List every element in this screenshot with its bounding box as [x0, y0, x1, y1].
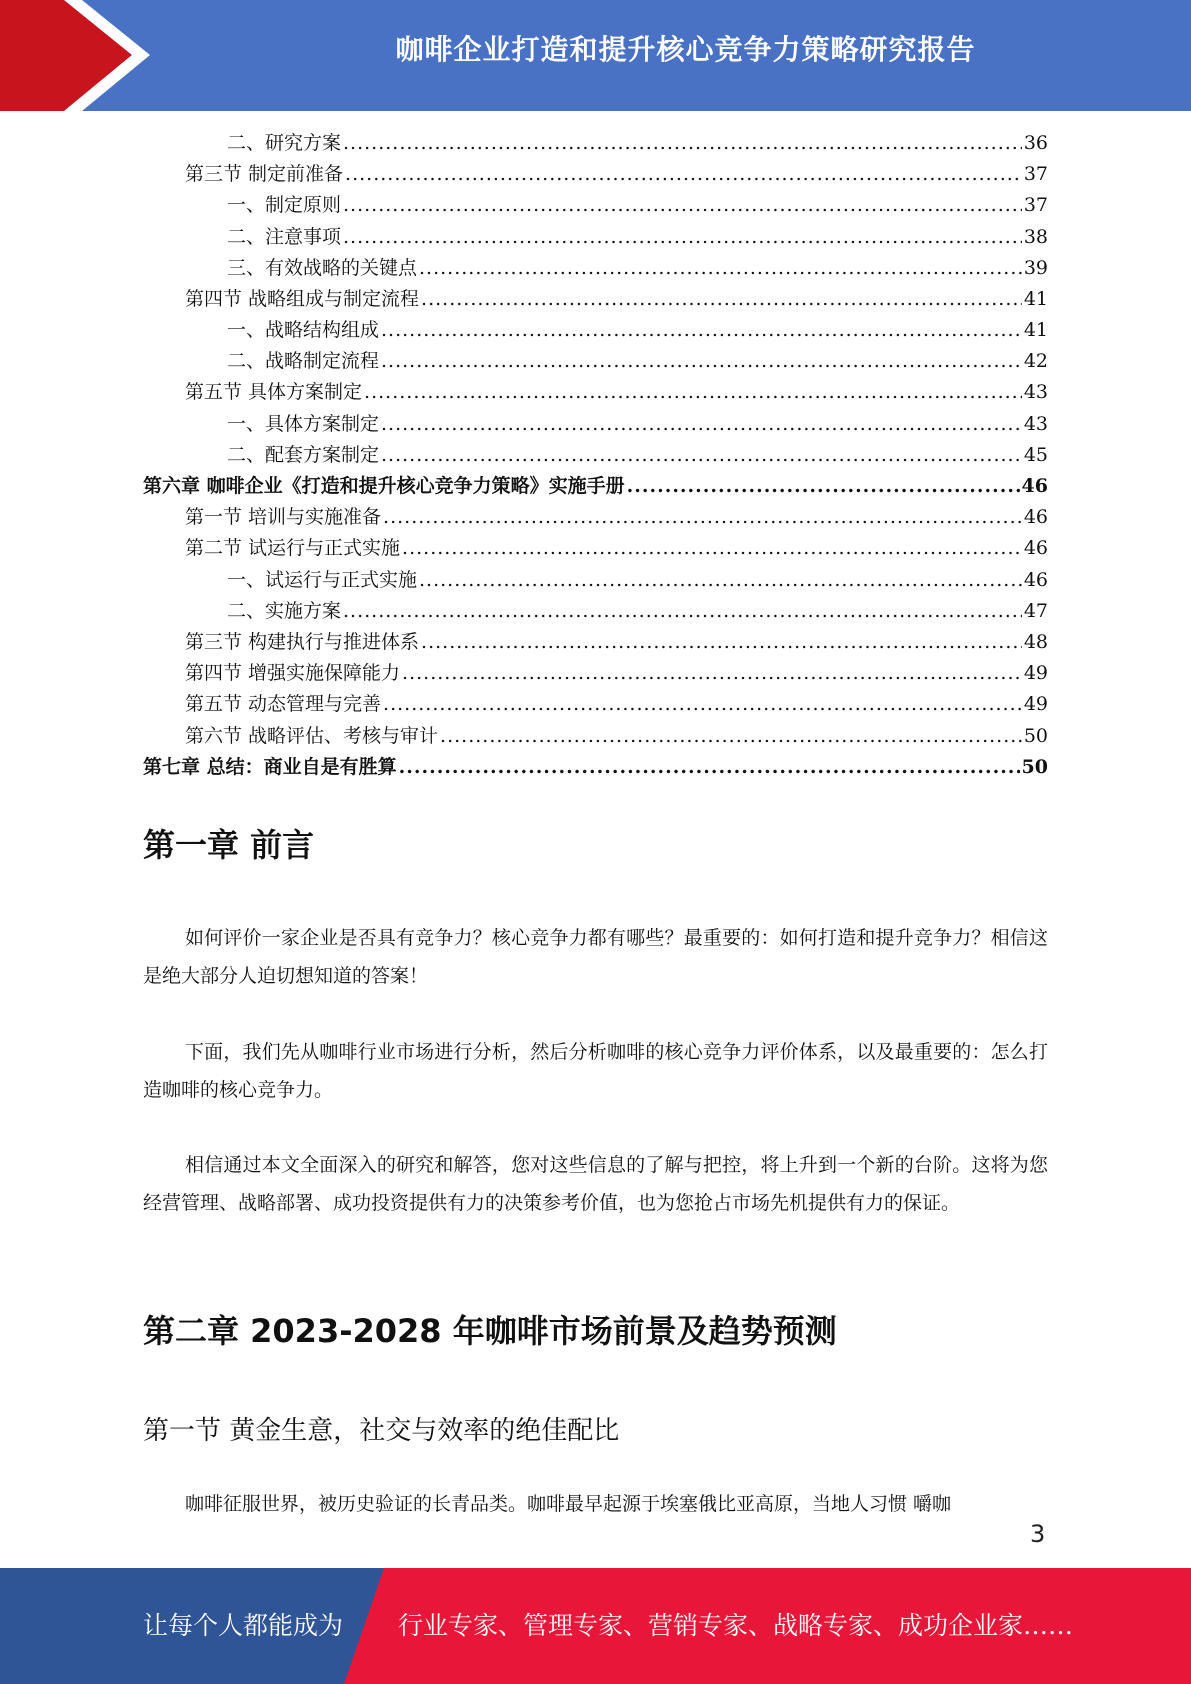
- toc-entry[interactable]: [143, 378, 1048, 409]
- footer-slogan-left: 让每个人都能成为: [143, 1611, 344, 1640]
- toc-entry-page-number: 37: [1023, 194, 1048, 217]
- page-number: 3: [1030, 1520, 1046, 1548]
- toc-entry-label: 二、实施方案: [227, 599, 342, 622]
- toc-entry-page-number: 46: [1023, 568, 1048, 591]
- toc-dot-leader: [381, 440, 1022, 471]
- toc-dot-leader: [383, 502, 1022, 533]
- toc-dot-leader: [421, 627, 1022, 658]
- footer-slogan-right: 行业专家、管理专家、营销专家、战略专家、成功企业家……: [398, 1611, 1074, 1640]
- toc-entry-label: 第三节 构建执行与推进体系: [185, 630, 420, 653]
- table-of-contents: [143, 128, 1048, 783]
- section1-heading: 第一节 黄金生意，社交与效率的绝佳配比: [143, 1416, 620, 1446]
- toc-entry-label: 第五节 具体方案制定: [185, 381, 363, 404]
- toc-entry-label: 第五节 动态管理与完善: [185, 693, 382, 716]
- toc-entry-label: 一、具体方案制定: [227, 412, 380, 435]
- toc-entry-page-number: 50: [1021, 755, 1048, 778]
- toc-entry-page-number: 43: [1023, 381, 1048, 404]
- toc-entry-page-number: 41: [1023, 319, 1048, 342]
- toc-entry-label: 第三节 制定前准备: [185, 163, 344, 186]
- toc-entry-label: 二、研究方案: [227, 131, 342, 154]
- toc-entry-page-number: 38: [1023, 225, 1048, 248]
- chapter1-paragraph-3: 相信通过本文全面深入的研究和解答，您对这些信息的了解与把控，将上升到一个新的台阶。这将为您经营管理、战略部署、成功投资提供有力的决策参考价值，也为您抢占市场先机提供有力的保证。: [143, 1154, 1048, 1214]
- toc-entry-label: 二、注意事项: [227, 225, 342, 248]
- header-band: [0, 0, 1191, 111]
- footer-band: [0, 1568, 1191, 1684]
- toc-entry[interactable]: [143, 128, 1048, 159]
- toc-entry-page-number: 50: [1023, 724, 1048, 747]
- toc-entry[interactable]: [143, 721, 1048, 752]
- toc-entry-page-number: 45: [1023, 443, 1048, 466]
- toc-entry-page-number: 49: [1023, 693, 1048, 716]
- chapter1-paragraph-2: 下面，我们先从咖啡行业市场进行分析，然后分析咖啡的核心竞争力评价体系，以及最重要的：怎么打造咖啡的核心竞争力。: [143, 1041, 1048, 1101]
- toc-entry-label: 二、配套方案制定: [227, 443, 380, 466]
- toc-entry-page-number: 47: [1023, 599, 1048, 622]
- toc-entry[interactable]: [143, 596, 1048, 627]
- toc-entry-label: 三、有效战略的关键点: [227, 256, 418, 279]
- chapter2-heading: 第二章 2023-2028 年咖啡市场前景及趋势预测: [143, 1312, 837, 1350]
- toc-entry-label: 第七章 总结：商业自是有胜算: [143, 755, 397, 778]
- toc-dot-leader: [399, 752, 1020, 783]
- toc-entry-page-number: 41: [1023, 287, 1048, 310]
- toc-entry[interactable]: [143, 284, 1048, 315]
- toc-dot-leader: [421, 284, 1022, 315]
- toc-entry-page-number: 43: [1023, 412, 1048, 435]
- toc-entry-page-number: 49: [1023, 662, 1048, 685]
- toc-dot-leader: [402, 658, 1022, 689]
- toc-dot-leader: [343, 128, 1022, 159]
- toc-entry-label: 二、战略制定流程: [227, 350, 380, 373]
- header-red-arrow-decoration: [0, 0, 240, 111]
- toc-entry-label: 第六章 咖啡企业《打造和提升核心竞争力策略》实施手册: [143, 475, 625, 498]
- chapter1-heading: 第一章 前言: [143, 826, 315, 864]
- toc-dot-leader: [364, 377, 1022, 408]
- toc-entry-label: 第六节 战略评估、考核与审计: [185, 724, 439, 747]
- toc-entry[interactable]: [143, 159, 1048, 190]
- toc-entry[interactable]: [143, 440, 1048, 471]
- toc-entry-page-number: 46: [1023, 506, 1048, 529]
- toc-dot-leader: [381, 315, 1022, 346]
- toc-dot-leader: [345, 159, 1022, 190]
- chapter1-paragraph-1: 如何评价一家企业是否具有竞争力？核心竞争力都有哪些？最重要的：如何打造和提升竞争力？相信这是绝大部分人迫切想知道的答案！: [143, 927, 1048, 987]
- document-title: 咖啡企业打造和提升核心竞争力策略研究报告: [395, 33, 976, 66]
- toc-entry[interactable]: [143, 409, 1048, 440]
- toc-dot-leader: [627, 471, 1020, 502]
- toc-entry[interactable]: [143, 253, 1048, 284]
- section1-paragraph: 咖啡征服世界，被历史验证的长青品类。咖啡最早起源于埃塞俄比亚高原，当地人习惯 嚼咖: [185, 1493, 952, 1515]
- toc-dot-leader: [402, 533, 1022, 564]
- toc-entry[interactable]: [143, 689, 1048, 720]
- toc-entry-page-number: 46: [1023, 537, 1048, 560]
- toc-entry-label: 第二节 试运行与正式实施: [185, 537, 401, 560]
- toc-entry-label: 第一节 培训与实施准备: [185, 506, 382, 529]
- toc-dot-leader: [343, 222, 1022, 253]
- toc-dot-leader: [383, 689, 1022, 720]
- toc-entry-label: 一、战略结构组成: [227, 319, 380, 342]
- toc-dot-leader: [381, 409, 1022, 440]
- toc-dot-leader: [343, 596, 1022, 627]
- toc-entry-page-number: 39: [1023, 256, 1048, 279]
- toc-entry-label: 一、试运行与正式实施: [227, 568, 418, 591]
- toc-entry-label: 第四节 增强实施保障能力: [185, 662, 401, 685]
- toc-entry[interactable]: [143, 565, 1048, 596]
- toc-entry[interactable]: [143, 502, 1048, 533]
- toc-entry-page-number: 46: [1021, 475, 1048, 498]
- toc-entry[interactable]: [143, 315, 1048, 346]
- toc-dot-leader: [381, 346, 1022, 377]
- toc-entry[interactable]: [143, 658, 1048, 689]
- toc-entry[interactable]: [143, 346, 1048, 377]
- toc-entry[interactable]: [143, 533, 1048, 564]
- toc-entry[interactable]: [143, 190, 1048, 221]
- toc-entry-label: 一、制定原则: [227, 194, 342, 217]
- toc-dot-leader: [419, 253, 1022, 284]
- toc-entry[interactable]: [143, 471, 1048, 502]
- toc-entry[interactable]: [143, 627, 1048, 658]
- toc-entry[interactable]: [143, 752, 1048, 783]
- toc-entry[interactable]: [143, 222, 1048, 253]
- toc-entry-page-number: 48: [1023, 630, 1048, 653]
- toc-entry-page-number: 37: [1023, 163, 1048, 186]
- toc-entry-label: 第四节 战略组成与制定流程: [185, 287, 420, 310]
- toc-dot-leader: [343, 190, 1022, 221]
- toc-entry-page-number: 42: [1023, 350, 1048, 373]
- toc-dot-leader: [440, 721, 1022, 752]
- toc-dot-leader: [419, 565, 1022, 596]
- toc-entry-page-number: 36: [1023, 131, 1048, 154]
